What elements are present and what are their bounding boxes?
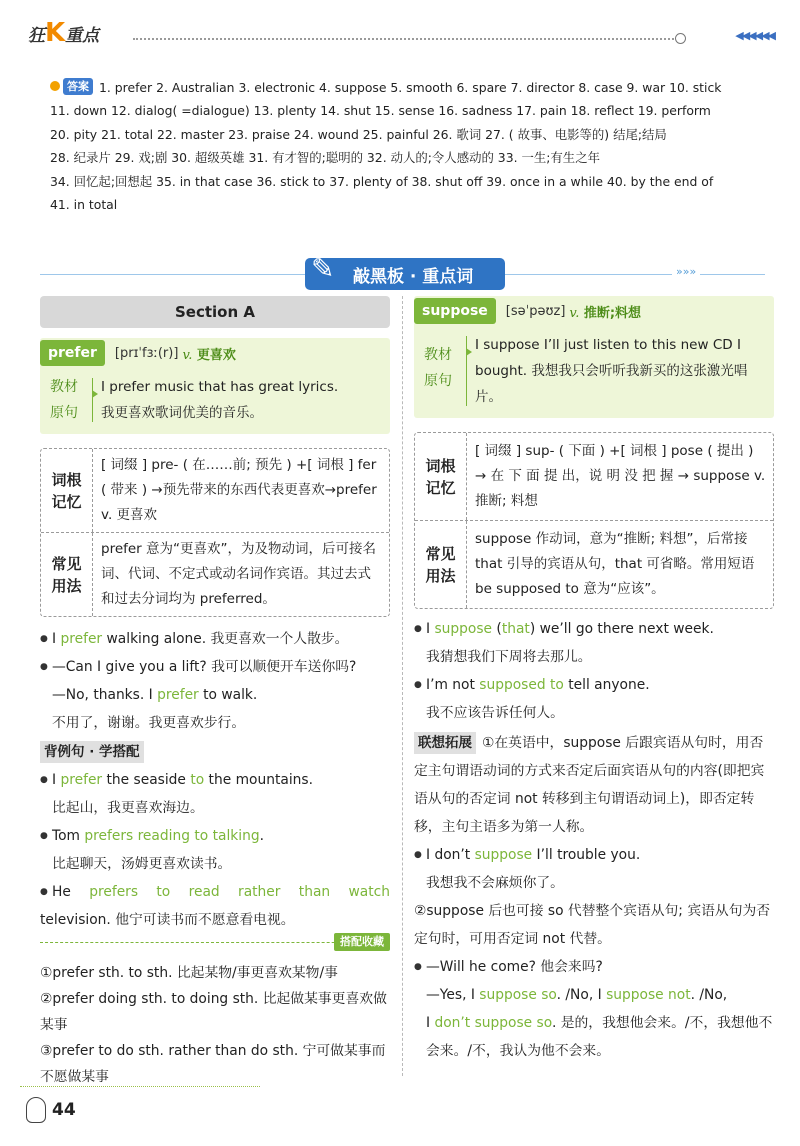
header-arrows-icon: ◀◀◀◀◀◀ [735,29,774,42]
ex-text: I’ll trouble you. [532,847,641,863]
example-sentence [40,766,390,794]
page-header [28,14,778,58]
ex-text: Tom [52,828,85,844]
example-translation: 比起聊天，汤姆更喜欢读书。 [52,856,232,872]
header-circle-icon [675,33,686,44]
root-memory-row [41,449,389,532]
ex-text: to walk. [198,687,258,703]
word-header [414,296,774,326]
association-text: ①在英语中，suppose 后跟宾语从句时，用否定主句谓语动词的方式来否定后面宾语从句的内容(即把宾语从句的否定词 not 转移到主句谓语动词上)，即否定转移，主句主语多为第一人称。 [414,735,765,835]
source-label-line: 教材 [424,347,452,363]
example-sentence [40,625,390,653]
page-footer [26,1094,76,1126]
info-label-line: 词根 [425,456,456,475]
ex-text: . /No, I [556,987,607,1003]
lightbulb-icon [26,1097,46,1123]
header-dotted-line [133,38,678,40]
source-arrow-icon [466,336,467,406]
info-label-line: 记忆 [51,492,82,511]
ex-highlight: don’t suppose so [434,1015,552,1031]
ex-text: . 是的，我想他会来。/不，我想他不会来。/不，我认为他不会来。 [426,1015,773,1059]
answer-badge: 答案 [63,78,93,95]
ex-text: I [52,772,61,788]
ex-highlight: that [501,621,530,637]
example-sentence: ● —Will he come? 他会来吗? [414,953,774,981]
source-arrow-icon [92,378,93,422]
example-sentence [414,841,774,869]
ex-text: tell anyone. [563,677,650,693]
collocation-item: ①prefer sth. to sth. 比起某物/事更喜欢某物/事 [40,965,338,981]
examples-suppose [414,615,774,1065]
ex-text: I’m not [426,677,480,693]
example-sentence [414,671,774,699]
ex-highlight: to [190,772,205,788]
answer-key [50,76,775,216]
ex-highlight: suppose so [479,987,557,1003]
ex-highlight: suppose [474,847,533,863]
brand-pre: 狂 [28,26,45,46]
example-translation: 我猜想我们下周将去那儿。 [426,649,592,665]
word-tag: suppose [414,298,496,324]
ex-highlight: prefer [60,772,103,788]
ex-text: ( [492,621,502,637]
answer-row [50,76,775,99]
ex-highlight: prefers reading to talking [84,828,260,844]
footer-dotted-line [20,1086,260,1087]
usage-text: prefer 意为“更喜欢”，为及物动词，后可接名词、代词、不定式或动名词作宾语。其过去式和过去分词均为 preferred。 [101,541,377,607]
example-sentence [414,1009,774,1065]
ex-text: . [259,828,265,844]
phonetic: [səˈpəʊz] [505,303,566,319]
info-label [415,521,467,608]
collocation-item: ②prefer doing sth. to doing sth. 比起做某事更喜欢做某事 [40,991,387,1033]
source-label-line: 原句 [424,373,452,389]
lightbulb-icon [50,81,60,91]
section-title: Section A [40,296,390,328]
page-number: 44 [52,1100,76,1120]
ex-text: . /No, [690,987,728,1003]
ex-highlight: suppose [434,621,493,637]
root-memory-text: [ 词缀 ] pre- ( 在……前; 预先 ) +[ 词根 ] fer ( 带来 ) →预先带来的东西代表更喜欢→prefer v. 更喜欢 [101,457,377,523]
example-sentence [414,615,774,643]
ex-text: I [52,631,61,647]
ex-text: —No, thanks. I [52,687,158,703]
source-sentence: I suppose I’ll just listen to this new CD I bought. 我想我只会听听我新买的这张激光唱片。 [475,337,748,405]
ex-text: He [52,884,90,900]
part-of-speech [182,344,235,363]
brand-post: 重点 [65,26,100,46]
brand-k: K [45,18,66,48]
ex-text: the mountains. [204,772,313,788]
right-column [414,296,774,1065]
word-meaning: 推断;料想 [583,305,642,321]
info-label-line: 常见 [425,544,456,563]
brand-logo [28,18,99,48]
info-label [415,433,467,520]
ex-text: I [426,621,435,637]
part-of-speech [569,302,641,321]
banner-arrows-icon: »»» [672,265,700,278]
info-label-line: 用法 [425,566,456,585]
association-text: ②suppose 后也可接 so 代替整个宾语从句; 宾语从句为否定句时，可用否定词 not 代替。 [414,903,771,947]
column-divider [402,296,403,1076]
textbook-source [40,368,390,434]
left-column [40,296,390,1090]
ex-text: walking alone. 我更喜欢一个人散步。 [102,631,349,647]
answer-row: 11. down 12. dialog( =dialogue) 13. plenty 14. shut 15. sense 16. sadness 17. pain 18. reflect 19. perform [50,103,711,119]
info-box-prefer [40,448,390,617]
example-sentence [414,981,774,1009]
word-card-prefer [40,338,390,434]
word-tag: prefer [40,340,105,366]
collocations [40,960,390,1090]
usage-row [41,532,389,616]
answer-row: 41. in total [50,197,118,213]
ex-highlight: prefer [60,631,103,647]
phonetic: [prɪˈfɜː(r)] [114,345,179,361]
info-label-line: 用法 [51,576,82,595]
source-label [414,332,462,410]
example-sentence: ● —Can I give you a lift? 我可以顺便开车送你吗? [40,653,390,681]
ex-text: I [426,1015,435,1031]
example-sentence [40,878,390,906]
section-banner [305,252,505,290]
bird-mascot-icon: ✎ [311,252,335,285]
collection-divider [40,935,390,954]
source-cn: 我更喜欢歌词优美的音乐。 [101,405,263,421]
collection-tag: 搭配收藏 [334,933,390,951]
source-label-line: 原句 [50,405,78,421]
ex-highlight: prefer [157,687,199,703]
usage-text: suppose 作动词，意为“推断; 料想”，后常接 that 引导的宾语从句，that 可省略。常用短语 be supposed to 意为“应该”。 [475,531,755,597]
root-memory-text: [ 词缀 ] sup- ( 下面 ) +[ 词根 ] pose ( 提出 ) → 在 下 面 提 出，说 明 没 把 握 → suppose v. 推断; 料想 [475,443,766,509]
banner-title: 敲黑板 · 重点词 [353,266,474,287]
usage-row [415,520,773,608]
source-label [40,374,88,426]
answer-row: 20. pity 21. total 22. master 23. praise 24. wound 25. painful 26. 歌词 27. ( 故事、电影等的) 结尾;结局 [50,126,667,142]
info-label-line: 词根 [51,470,82,489]
source-en: I prefer music that has great lyrics. [101,379,339,395]
example-sentence: television. 他宁可读书而不愿意看电视。 [40,912,295,928]
example-translation: 不用了，谢谢。我更喜欢步行。 [52,715,246,731]
ex-text: ) we’ll go there next week. [529,621,714,637]
ex-text: I don’t [426,847,475,863]
association-block [414,729,774,841]
example-sentence [40,681,390,709]
example-sentence [40,822,390,850]
textbook-source [414,326,774,418]
collocation-item: ③prefer to do sth. rather than do sth. 宁可做某事而不愿做某事 [40,1043,386,1085]
source-sentence [101,374,338,426]
info-label [41,533,93,616]
info-label-line: 记忆 [425,478,456,497]
example-translation: 我不应该告诉任何人。 [426,705,564,721]
answer-text: 1. prefer 2. Australian 3. electronic 4. suppose 5. smooth 6. spare 7. director 8. case 9. war 10. stick [99,80,722,95]
word-header [40,338,390,368]
word-card-suppose [414,296,774,418]
info-box-suppose [414,432,774,609]
ex-text: the seaside [102,772,191,788]
info-label [41,449,93,532]
ex-highlight: suppose not [606,987,691,1003]
example-translation: 比起山，我更喜欢海边。 [52,800,204,816]
ex-highlight: prefers to read rather than watch [89,884,390,900]
ex-text: —Yes, I [426,987,480,1003]
source-label-line: 教材 [50,379,78,395]
answer-row: 28. 纪录片 29. 戏;剧 30. 超级英雄 31. 有才智的;聪明的 32. 动人的;令人感动的 33. 一生;有生之年 [50,150,600,166]
sub-heading: 背例句 · 学搭配 [40,741,144,763]
example-translation: 我想我不会麻烦你了。 [426,875,564,891]
info-label-line: 常见 [51,554,82,573]
examples-prefer [40,625,390,934]
association-label: 联想拓展 [414,732,476,754]
word-meaning: 更喜欢 [196,347,236,363]
ex-highlight: supposed to [479,677,564,693]
pos-abbr: v. [182,347,193,363]
pos-abbr: v. [569,305,580,321]
root-memory-row [415,433,773,520]
answer-row: 34. 回忆起;回想起 35. in that case 36. stick to 37. plenty of 38. shut off 39. once in a while 40. by the end of [50,173,714,189]
